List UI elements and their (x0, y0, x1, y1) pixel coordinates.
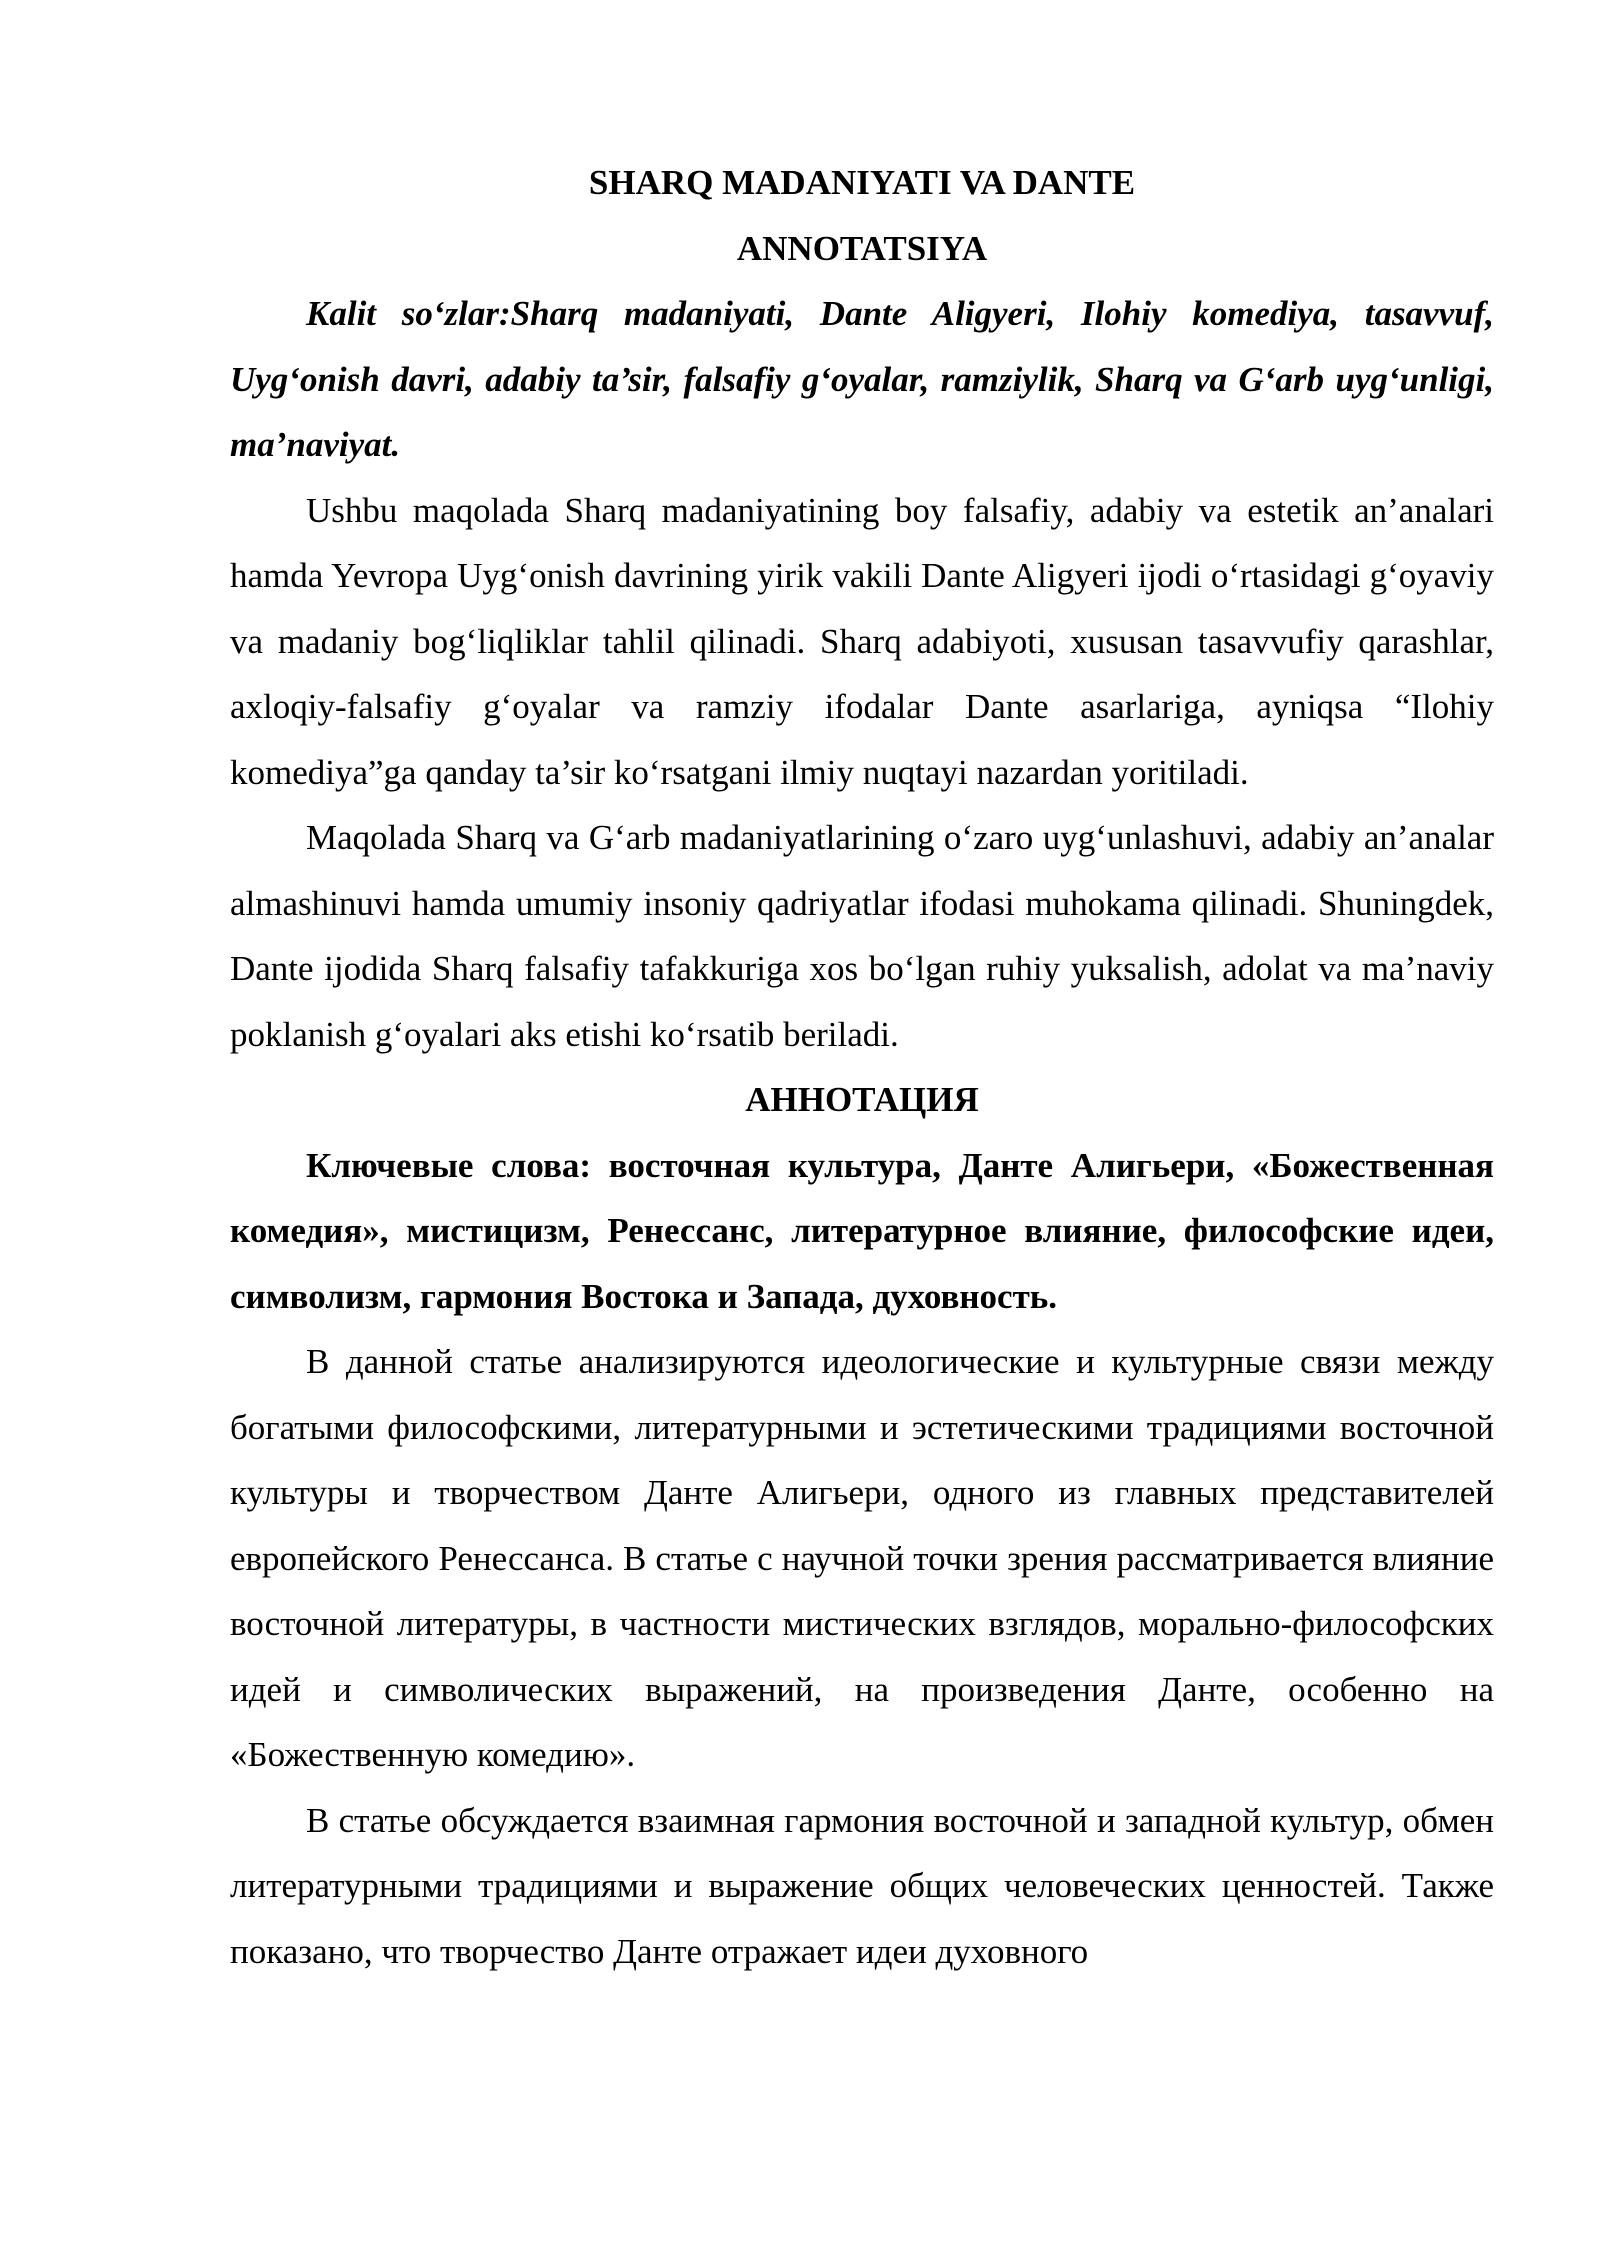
ru-paragraph-1: В данной статье анализируются идеологические и культурные связи между богатыми философскими, литературными и эстетическими традициями восточной культуры и творчеством Данте Алигьери, одного из главных представителей европейского Ренессанса. В статье с научной точки зрения рассматривается влияние восточной литературы, в частности мистических взглядов, морально-философских идей и символических выражений, на произведения Данте, особенно на «Божественную комедию». (230, 1342, 1494, 1774)
uz-keywords: Kalit so‘zlar:Sharq madaniyati, Dante Aligyeri, Ilohiy komediya, tasavvuf, Uyg‘onish davri, adabiy ta’sir, falsafiy g‘oyalar, ramziylik, Sharq va G‘arb uyg‘unligi, ma’naviyat. (230, 294, 1494, 464)
uz-paragraph-1: Ushbu maqolada Sharq madaniyatining boy falsafiy, adabiy va estetik an’analari hamda Yevropa Uyg‘onish davrining yirik vakili Dante Aligyeri ijodi o‘rtasidagi g‘oyaviy va madaniy bog‘liqliklar tahlil qilinadi. Sharq adabiyoti, xususan tasavvufiy qarashlar, axloqiy-falsafiy g‘oyalar va ramziy ifodalar Dante asarlariga, ayniqsa “Ilohiy komediya”ga qanday ta’sir ko‘rsatgani ilmiy nuqtayi nazardan yoritiladi. (230, 490, 1494, 792)
uz-paragraph-2: Maqolada Sharq va G‘arb madaniyatlarining o‘zaro uyg‘unlashuvi, adabiy an’analar almashinuvi hamda umumiy insoniy qadriyatlar ifodasi muhokama qilinadi. Shuningdek, Dante ijodida Sharq falsafiy tafakkuriga xos bo‘lgan ruhiy yuksalish, adolat va ma’naviy poklanish g‘oyalari aks etishi ko‘rsatib beriladi. (230, 818, 1494, 1054)
ru-keywords: Ключевые слова: восточная культура, Данте Алигьери, «Божественная комедия», мистицизм, Ренессанс, литературное влияние, философские идеи, символизм, гармония Востока и Запада, духовность. (230, 1145, 1494, 1316)
document-title: SHARQ MADANIYATI VA DANTE (588, 163, 1136, 202)
ru-paragraph-2: В статье обсуждается взаимная гармония восточной и западной культур, обмен литературными традициями и выражение общих человеческих ценностей. Также показано, что творчество Данте отражает идеи духовного (230, 1800, 1494, 1971)
uz-annotation-heading: ANNOTATSIYA (736, 228, 988, 268)
ru-annotation-heading: АННОТАЦИЯ (745, 1080, 979, 1119)
document-page (230, 150, 1494, 1984)
